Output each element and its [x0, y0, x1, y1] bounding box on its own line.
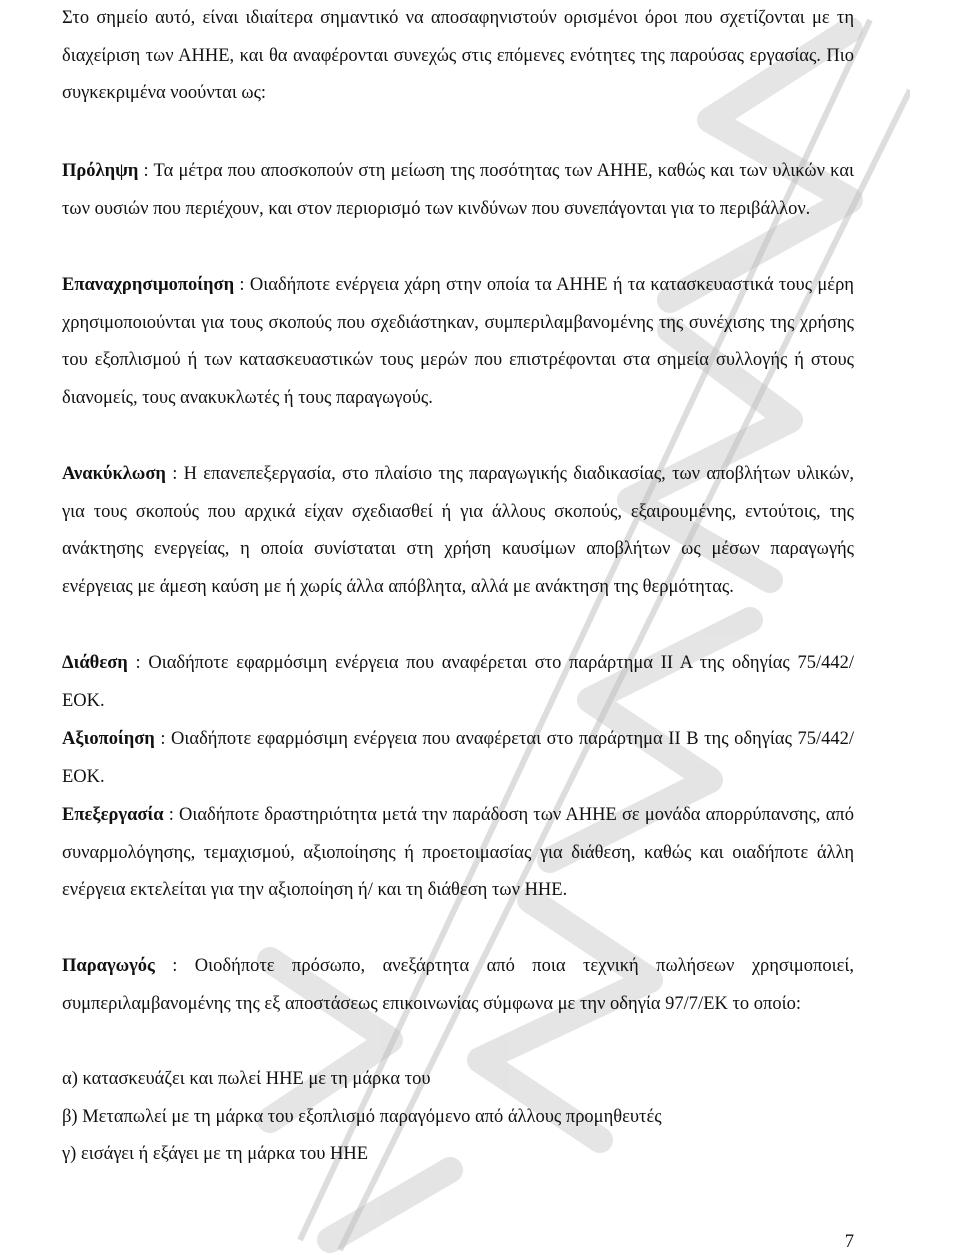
definition-term: Επεξεργασία: [62, 805, 164, 825]
definition-term: Επαναχρησιμοποίηση: [62, 275, 235, 295]
definition-epexergasia: [62, 797, 854, 910]
definition-term: Ανακύκλωση: [62, 464, 166, 484]
list-item: γ) εισάγει ή εξάγει με τη μάρκα του ΗΗΕ: [62, 1144, 369, 1164]
definition-text: : Τα μέτρα που αποσκοπούν στη μείωση της ποσότητας των ΑΗΗΕ, καθώς και των υλικών και των ουσιών που περιέχουν, και στον περιορισμό των κινδύνων που συνεπάγονται για το περιβάλλον.: [62, 161, 854, 219]
definition-diathesi: [62, 645, 854, 720]
definition-text: : Οιαδήποτε δραστηριότητα μετά την παράδοση των ΑΗΗΕ σε μονάδα απορρύπανσης, από συναρμολόγησης, τεμαχισμού, αξιοποίησης ή προετοιμασίας για διάθεση, καθώς και οιαδήποτε άλλη ενέργεια εκτελείται για την αξιοποίηση ή/ και τη διάθεση των ΗΗΕ.: [62, 805, 854, 900]
definition-text: : Οιαδήποτε ενέργεια χάρη στην οποία τα ΑΗΗΕ ή τα κατασκευαστικά τους μέρη χρησιμοποιούνται για τους σκοπούς που σχεδιάστηκαν, συμπεριλαμβανομένης της συνέχισης της χρήσης του εξοπλισμού ή των κατασκευαστικών τους μερών που επιστρέφονται στα σημεία συλλογής ή στους διανομείς, τους ανακυκλωτές ή τους παραγωγούς.: [62, 275, 854, 408]
definition-term: Παραγωγός: [62, 956, 155, 976]
definition-text: : Η επανεπεξεργασία, στο πλαίσιο της παραγωγικής διαδικασίας, των αποβλήτων υλικών, για τους σκοπούς που αρχικά είχαν σχεδιασθεί ή για άλλους σκοπούς, εξαιρουμένης, εντούτοις, της ανάκτησης ενεργείας, η οποία συνίσταται στη χρήση καυσίμων αποβλήτων ως μέσων παραγωγής ενέργειας με άμεση καύση με ή χωρίς άλλα απόβλητα, αλλά με ανάκτηση της θερμότητας.: [62, 464, 854, 597]
definition-paragogos: [62, 948, 854, 1023]
page-number: 7: [844, 1232, 854, 1252]
definition-term: Διάθεση: [62, 653, 128, 673]
list-item: α) κατασκευάζει και πωλεί ΗΗΕ με τη μάρκα του: [62, 1069, 431, 1089]
list-item: β) Μεταπωλεί με τη μάρκα του εξοπλισμό παραγόμενο από άλλους προμηθευτές: [62, 1107, 662, 1127]
definition-term: Αξιοποίηση: [62, 729, 155, 749]
definition-term: Πρόληψη: [62, 161, 139, 181]
definition-prolipsi: [62, 153, 854, 228]
definition-anakyklosi: [62, 456, 854, 606]
definition-text: : Οιαδήποτε εφαρμόσιμη ενέργεια που αναφέρεται στο παράρτημα ΙΙ Β της οδηγίας 75/442/ΕΟΚ.: [62, 729, 854, 787]
definition-epanachrisimopoiisi: [62, 267, 854, 417]
intro-paragraph: Στο σημείο αυτό, είναι ιδιαίτερα σημαντικό να αποσαφηνιστούν ορισμένοι όροι που σχετίζονται με τη διαχείριση των ΑΗΗΕ, και θα αναφέρονται συνεχώς στις επόμενες ενότητες της παρούσας εργασίας. Πιο συγκεκριμένα νοούνται ως:: [62, 8, 854, 103]
definition-axiopoiisi: [62, 721, 854, 796]
definition-text: : Οιαδήποτε εφαρμόσιμη ενέργεια που αναφέρεται στο παράρτημα ΙΙ Α της οδηγίας 75/442/ΕΟΚ.: [62, 653, 854, 711]
definition-text: : Οιοδήποτε πρόσωπο, ανεξάρτητα από ποια τεχνική πωλήσεων χρησιμοποιεί, συμπεριλαμβανομένης της εξ αποστάσεως επικοινωνίας σύμφωνα με την οδηγία 97/7/ΕΚ το οποίο:: [62, 956, 854, 1014]
